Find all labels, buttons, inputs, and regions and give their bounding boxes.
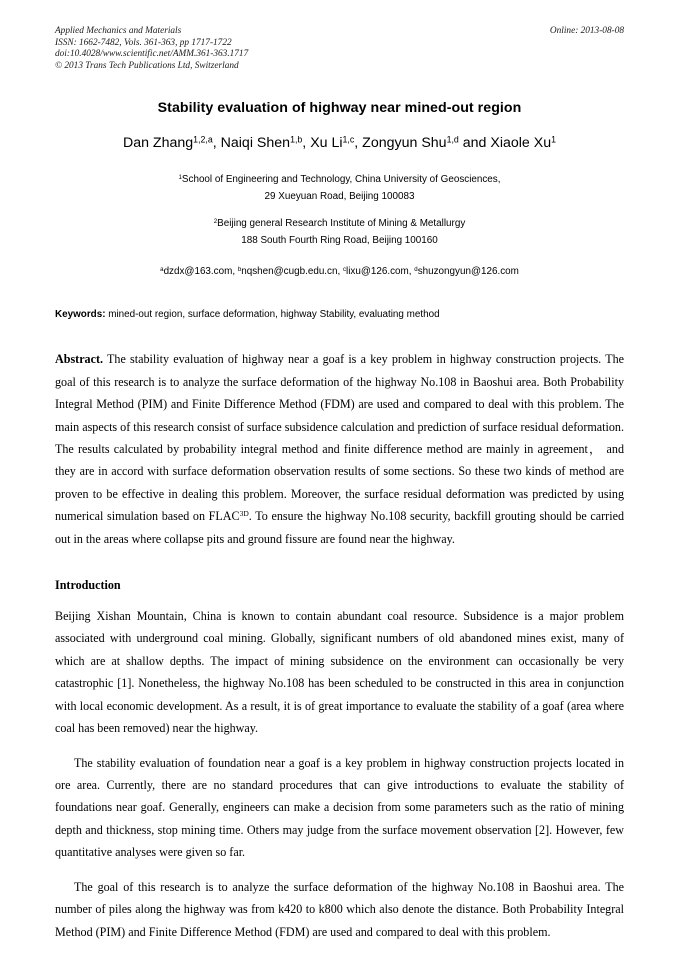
email-entry: [160, 266, 238, 277]
author-separator: ,: [354, 135, 363, 152]
author-affiliation-marker: 1,d: [446, 134, 459, 145]
affiliation-address: 188 South Fourth Ring Road, Beijing 100160: [241, 234, 438, 246]
intro-paragraph-2: The stability evaluation of foundation near a goaf is a key problem in highway construction projects located in ore area. Currently, there are no standard procedures that can give introductions to evaluate the stability of foundations near goaf. Generally, engineers can make a decision from some parameters such as the ratio of mining depth and thickness, stop mining time. Others may judge from the surface movement observation [2]. However, few quantitative analyses were given so far.: [55, 755, 624, 860]
author-entry: [221, 135, 311, 151]
masthead-left-block: [55, 26, 396, 72]
affiliation-text: Beijing general Research Institute of Mining & Metallurgy: [217, 218, 466, 230]
author-name: Dan Zhang: [122, 135, 194, 152]
keywords-label: Keywords:: [55, 309, 106, 321]
page-title: Stability evaluation of highway near mined-out region: [157, 100, 522, 117]
section-heading-introduction: Introduction: [55, 578, 121, 593]
intro-paragraph-3: The goal of this research is to analyze the surface deformation of the highway No.108 in Baoshui area. The number of piles along the highway was from k420 to k800 which also denote the distance. Both Probability Integral Method (PIM) and Finite Difference Method (FDM) are used and compared to deal with this problem.: [55, 879, 624, 939]
online-date: Online: 2013-08-08: [549, 26, 624, 36]
email-separator: ,: [232, 266, 238, 278]
email-marker: a: [160, 266, 164, 274]
keywords-line: [55, 307, 624, 322]
keywords-text: mined-out region, surface deformation, highway Stability, evaluating method: [108, 309, 440, 321]
email-marker: c: [342, 266, 347, 274]
affiliation-2: [55, 216, 624, 249]
email-marker: b: [237, 266, 242, 274]
email-address[interactable]: dzdx@163.com: [163, 266, 233, 278]
email-address[interactable]: nqshen@cugb.edu.cn: [241, 266, 338, 278]
flac-superscript: 3D: [239, 509, 249, 519]
abstract-paragraph: [55, 348, 624, 550]
email-entry: [343, 266, 414, 277]
journal-masthead: [55, 26, 624, 72]
email-address[interactable]: shuzongyun@126.com: [417, 266, 519, 278]
email-entry: [414, 266, 519, 277]
author-affiliation-marker: 1,2,a: [193, 134, 213, 145]
author-affiliation-marker: 1: [551, 134, 557, 145]
email-marker: d: [414, 266, 418, 274]
email-entry: [238, 266, 343, 277]
author-affiliation-marker: 1,b: [290, 134, 303, 145]
author-separator: ,: [212, 135, 221, 152]
affiliation-text: School of Engineering and Technology, China University of Geosciences,: [181, 174, 501, 186]
author-separator: ,: [302, 135, 311, 152]
author-affiliation-marker: 1,c: [342, 134, 355, 145]
issn-volume-pages: ISSN: 1662-7482, Vols. 361-363, pp 1717-1722: [55, 37, 232, 48]
author-entry: [362, 135, 490, 151]
abstract-text-part-2: . To ensure the highway No.108 security, backfill grouting should be carried out in the areas where collapse pits and ground fissure are found near the highway.: [55, 509, 624, 546]
affiliation-address: 29 Xueyuan Road, Beijing 100083: [264, 190, 415, 202]
author-emails: [55, 264, 624, 279]
copyright-line: © 2013 Trans Tech Publications Ltd, Switzerland: [55, 60, 239, 71]
author-separator: and: [458, 135, 491, 152]
doi-line: doi:10.4028/www.scientific.net/AMM.361-363.1717: [55, 49, 249, 60]
affiliation-marker: 2: [213, 218, 218, 226]
abstract-text-part-1: The stability evaluation of highway near a goaf is a key problem in highway construction projects. The goal of this research is to analyze the surface deformation of the highway No.108 in Baoshui area. Both Probability Integral Method (PIM) and Finite Difference Method (FDM) are used and compared to deal with this problem. The main aspects of this research consist of surface subsidence calculation and prediction of surface residual deformation. The results calculated by probability integral method and finite difference method are mainly in agreement， and they are in accord with surface deformation observation results of some sections. So these two kinds of method are proven to be effective in dealing this problem. Moreover, the surface residual deformation was predicted by using numerical simulation based on FLAC: [55, 352, 624, 524]
journal-name: Applied Mechanics and Materials: [55, 26, 182, 36]
email-separator: ,: [408, 266, 415, 278]
affiliation-1: [55, 172, 624, 205]
author-list: [55, 134, 624, 153]
affiliation-line: [55, 172, 624, 189]
email-address[interactable]: lixu@126.com: [346, 266, 409, 278]
author-name: Naiqi Shen: [220, 135, 291, 152]
affiliation-line: [55, 216, 624, 233]
email-separator: ,: [337, 266, 343, 278]
author-name: Xu Li: [310, 135, 343, 152]
intro-paragraph-1: Beijing Xishan Mountain, China is known to contain abundant coal resource. Subsidence is a major problem associated with underground coal mining. Globally, significant numbers of old abandoned mines exist, many of which are at shallow depths. The impact of mining subsidence on the environment can occasionally be very catastrophic [1]. Nonetheless, the highway No.108 has been scheduled to be constructed in this area in conjunction with local economic development. As a result, it is of great importance to evaluate the stability of a goaf (area where coal has been removed) near the highway.: [55, 609, 624, 736]
author-name: Zongyun Shu: [362, 135, 447, 152]
abstract-label: Abstract.: [55, 352, 104, 367]
affiliation-marker: 1: [178, 174, 182, 182]
author-entry: [310, 135, 362, 151]
author-entry: [490, 135, 556, 151]
author-entry: [123, 135, 221, 151]
author-name: Xiaole Xu: [490, 135, 552, 152]
